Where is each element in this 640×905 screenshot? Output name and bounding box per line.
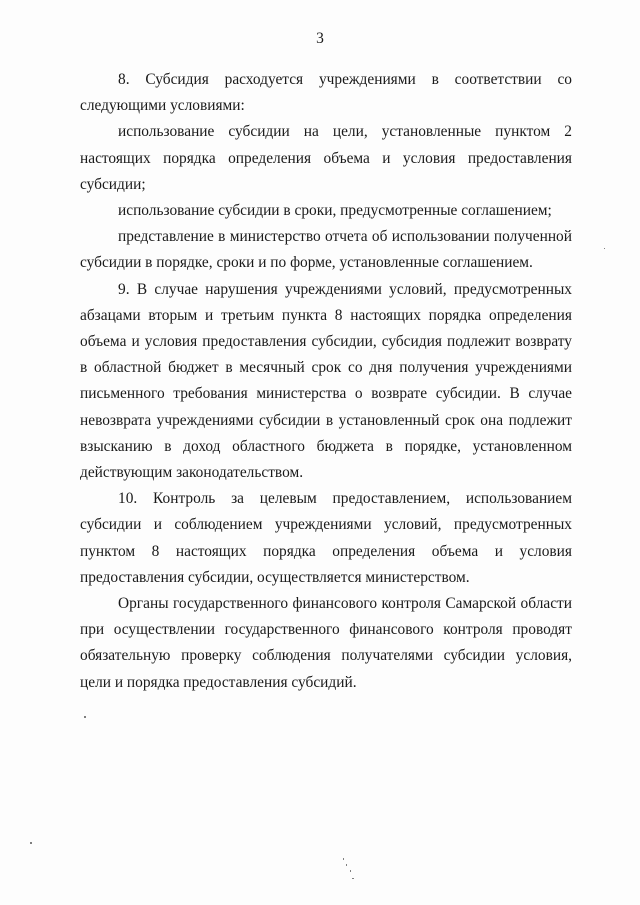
paragraph-8-condition-3: представление в министерство отчета об использовании полученной субсидии в порядке, сроки и по форме, установленные соглашением.: [80, 228, 572, 272]
paragraph-8-condition-2: использование субсидии в сроки, предусмотренные соглашением;: [118, 202, 552, 220]
scan-speck: [343, 858, 344, 860]
scan-speck: [84, 716, 86, 718]
paragraph-10: 10. Контроль за целевым предоставлением, использованием субсидии и соблюдением учреждениями условий, предусмотренных пунктом 8 настоящих порядка определения объема и условия предоставления субсидии, осуществляется министерством.: [80, 490, 572, 586]
scan-speck: [350, 870, 351, 872]
page-number: 3: [316, 30, 324, 47]
paragraph-control-bodies: Органы государственного финансового контроля Самарской области при осуществлении государственного финансового контроля проводят обязательную проверку соблюдения получателями субсидии условия, цели и порядка предоставления субсидий.: [80, 595, 572, 691]
paragraph-8-condition-1: использование субсидии на цели, установленные пунктом 2 настоящих порядка определения объема и условия предоставления субсидии;: [80, 123, 572, 193]
scan-speck: [604, 248, 605, 249]
paragraph-8: 8. Субсидия расходуется учреждениями в соответствии со следующими условиями:: [80, 71, 572, 115]
document-body: [80, 67, 572, 696]
scan-speck: [346, 864, 347, 866]
paragraph-9: 9. В случае нарушения учреждениями условий, предусмотренных абзацами вторым и третьим пункта 8 настоящих порядка определения объема и условия предоставления субсидии, субсидия подлежит возврату в областной бюджет в месячный срок со дня получения учреждениями письменного требования министерства о возврате субсидии. В случае невозврата учреждениями субсидии в установленный срок она подлежит взысканию в доход областного бюджета в порядке, установленном действующим законодательством.: [80, 280, 572, 482]
scan-speck: [352, 878, 354, 879]
scan-speck: [30, 842, 32, 844]
